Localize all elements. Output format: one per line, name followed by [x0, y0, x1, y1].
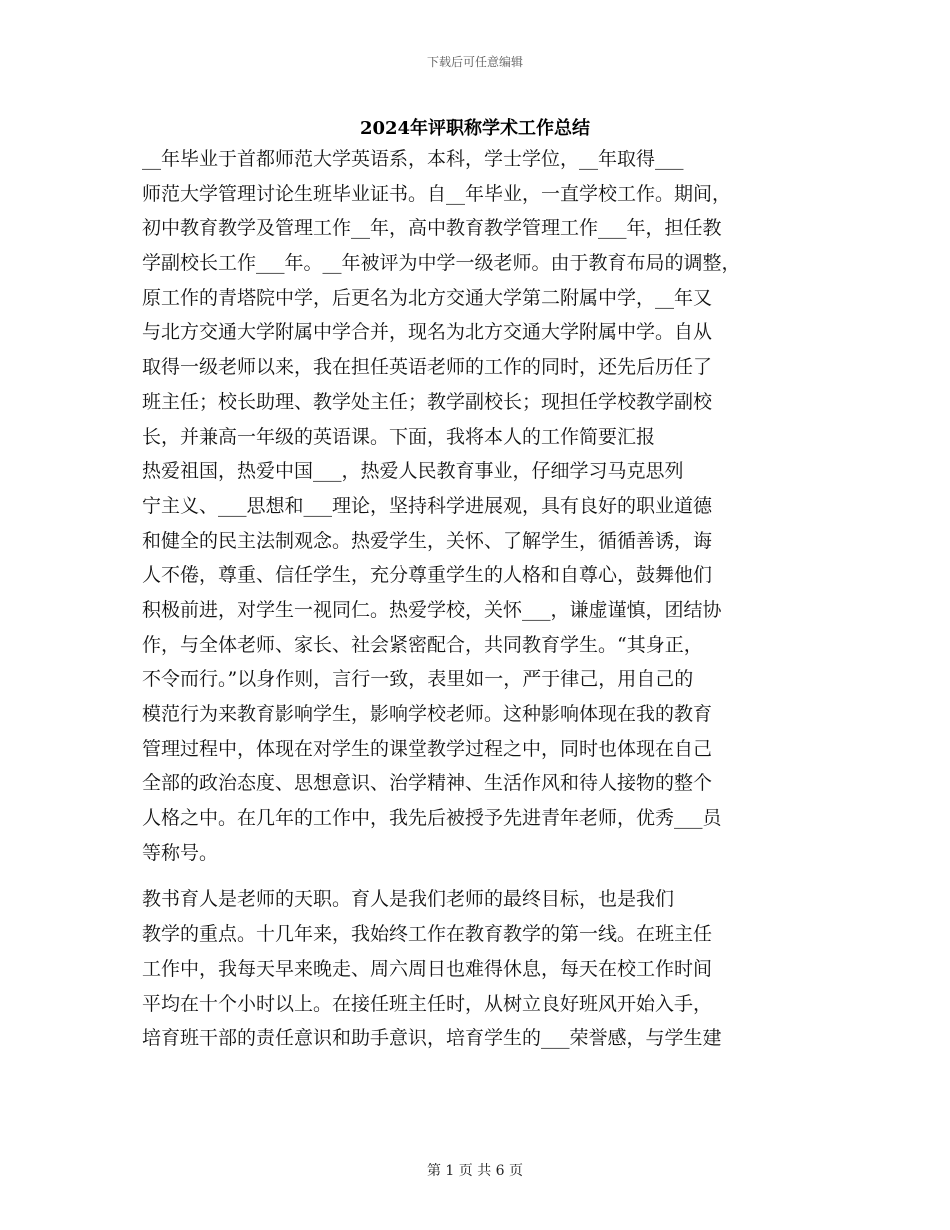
document-body	[142, 142, 822, 1056]
body-line: 学副校长工作___年。__年被评为中学一级老师。由于教育布局的调整，	[142, 252, 741, 275]
body-line: 取得一级老师以来，我在担任英语老师的工作的同时，还先后历任了	[142, 356, 713, 379]
paragraph-gap	[142, 870, 822, 882]
body-line: 教书育人是老师的天职。育人是我们老师的最终目标，也是我们	[142, 888, 675, 911]
document-title: 2024年评职称学术工作总结	[359, 118, 591, 139]
body-line: 积极前进，对学生一视同仁。热爱学校，关怀___，谦虚谨慎，团结协	[142, 598, 722, 621]
body-line: __年毕业于首都师范大学英语系，本科，学士学位，__年取得___	[142, 148, 684, 170]
body-line: 人格之中。在几年的工作中，我先后被授予先进青年老师，优秀___员	[142, 807, 722, 830]
body-line: 与北方交通大学附属中学合并，现名为北方交通大学附属中学。自从	[142, 321, 713, 344]
body-line: 教学的重点。十几年来，我始终工作在教育教学的第一线。在班主任	[142, 923, 713, 946]
page-number: 第 1 页 共 6 页	[426, 1163, 524, 1179]
body-line: 班主任；校长助理、教学处主任；教学副校长；现担任学校教学副校	[142, 390, 713, 413]
body-line: 工作中，我每天早来晚走、周六周日也难得休息，每天在校工作时间	[142, 957, 713, 980]
body-line: 作，与全体老师、家长、社会紧密配合，共同教育学生。“其身正，	[142, 633, 703, 656]
body-line: 不令而行。”以身作则，言行一致，表里如一，严于律己，用自己的	[142, 668, 694, 691]
body-line: 热爱祖国，热爱中国___，热爱人民教育事业，仔细学习马克思列	[142, 460, 684, 483]
body-line: 原工作的青塔院中学，后更名为北方交通大学第二附属中学，__年又	[142, 286, 713, 309]
body-line: 和健全的民主法制观念。热爱学生，关怀、了解学生，循循善诱，诲	[142, 529, 713, 552]
header-note: 下载后可任意编辑	[426, 55, 523, 69]
body-line: 等称号。	[142, 841, 219, 864]
body-line: 人不倦，尊重、信任学生，充分尊重学生的人格和自尊心，鼓舞他们	[142, 564, 713, 587]
body-line: 培育班干部的责任意识和助手意识，培育学生的___荣誉感，与学生建	[142, 1027, 722, 1050]
body-line: 平均在十个小时以上。在接任班主任时，从树立良好班风开始入手，	[142, 992, 713, 1015]
body-line: 模范行为来教育影响学生，影响学校老师。这种影响体现在我的教育	[142, 703, 713, 725]
body-line: 师范大学管理讨论生班毕业证书。自__年毕业，一直学校工作。期间，	[142, 182, 732, 205]
body-line: 全部的政治态度、思想意识、治学精神、生活作风和待人接物的整个	[142, 772, 713, 795]
body-line: 初中教育教学及管理工作__年，高中教育教学管理工作___年，担任教	[142, 217, 722, 240]
body-line: 长，并兼高一年级的英语课。下面，我将本人的工作简要汇报	[142, 425, 656, 448]
body-line: 管理过程中，体现在对学生的课堂教学过程之中，同时也体现在自己	[142, 737, 713, 760]
body-line: 宁主义、___思想和___理论，坚持科学进展观，具有良好的职业道德	[142, 494, 713, 517]
